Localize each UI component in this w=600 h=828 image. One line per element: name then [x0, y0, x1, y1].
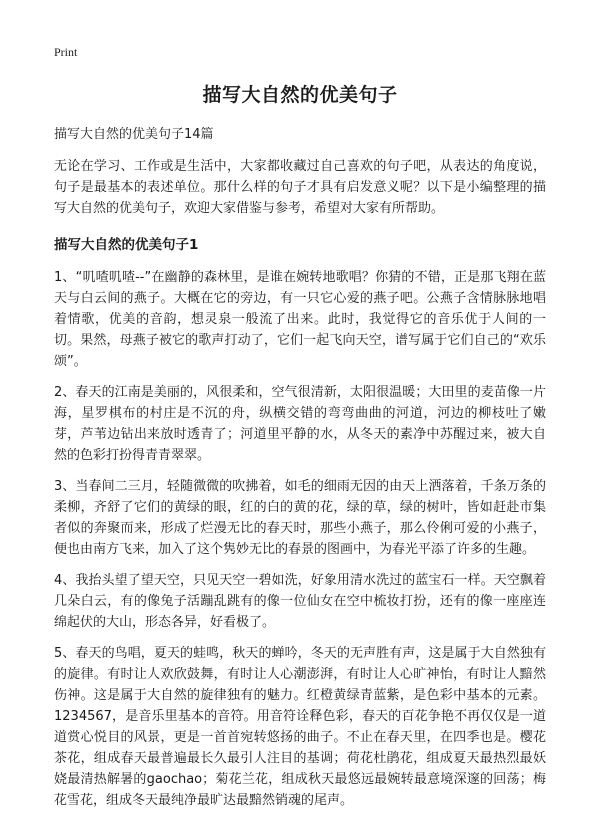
paragraph-1: 1、“叽喳叽喳--”在幽静的森林里，是谁在婉转地歌唱？你猜的不错，正是那飞翔在蓝天与白云间的燕子。大概在它的旁边，有一只它心爱的燕子吧。公燕子含情脉脉地唱着情歌，优美的音韵，想灵泉一般流了出来。此时，我觉得它的音乐优于人间的一切。果然，母燕子被它的歌声打动了，它们一起飞向天空，谱写属于它们自己的“欢乐颂”。	[54, 270, 546, 369]
section-heading: 描写大自然的优美句子1	[54, 237, 199, 253]
paragraph-4: 4、我抬头望了望天空，只见天空一碧如洗，好象用清水洗过的蓝宝石一样。天空飘着几朵白云，有的像兔子活蹦乱跳有的像一位仙女在空中梳妆打扮，还有的像一座座连绵起伏的大山，形态各异，好看极了。	[54, 573, 546, 630]
page-title: 描写大自然的优美句子	[202, 84, 398, 106]
paragraph-5: 5、春天的鸟唱，夏天的蛙鸣，秋天的蝉吟，冬天的无声胜有声，这是属于大自然独有的旋律。有时让人欢欣鼓舞，有时让人心潮澎湃，有时让人心旷神怡，有时让人黯然伤神。这是属于大自然的旋律独有的魅力。红橙黄绿青蓝紫，是色彩中基本的元素。1234567，是音乐里基本的音符。用音符诠释色彩，春天的百花争艳不再仅仅是一道道赏心悦目的风景，更是一首首宛转悠扬的曲子。不止在春天里，在四季也是。樱花茶花，组成春天最普遍最长久最引人注目的基调；荷花杜鹃花，组成夏天最热烈最妖娆最清热解暑的gaochao；菊花兰花，组成秋天最悠远最婉转最意境深邃的回荡；梅花雪花，组成冬天最纯净最旷达最黯然销魂的尾声。	[54, 646, 546, 808]
intro-paragraph: 无论在学习、工作或是生活中，大家都收藏过自己喜欢的句子吧，从表达的角度说，句子是最基本的表述单位。那什么样的句子才具有启发意义呢？以下是小编整理的描写大自然的优美句子，欢迎大家借鉴与参考，希望对大家有所帮助。	[54, 159, 546, 216]
print-link[interactable]: Print	[54, 45, 78, 59]
paragraph-2: 2、春天的江南是美丽的，风很柔和，空气很清新，太阳很温暖；大田里的麦苗像一片海，星罗棋布的村庄是不沉的舟，纵横交错的弯弯曲曲的河道，河边的柳枝吐了嫩芽，芦苇边钻出来放时透青了；河道里平静的水，从冬天的素净中苏醒过来，被大自然的色彩打扮得青青翠翠。	[54, 385, 546, 463]
paragraph-3: 3、当春间二三月，轻随微微的吹拂着，如毛的细雨无因的由天上洒落着，千条万条的柔柳，齐舒了它们的黄绿的眼，红的白的黄的花，绿的草，绿的树叶，皆如赶赴市集者似的奔聚而来，形成了烂漫无比的春天时，那些小燕子，那么伶俐可爱的小燕子，便也由南方飞来，加入了这个隽妙无比的春景的图画中，为春光平添了许多的生趣。	[54, 479, 546, 557]
document-subtitle: 描写大自然的优美句子14篇	[54, 127, 214, 142]
